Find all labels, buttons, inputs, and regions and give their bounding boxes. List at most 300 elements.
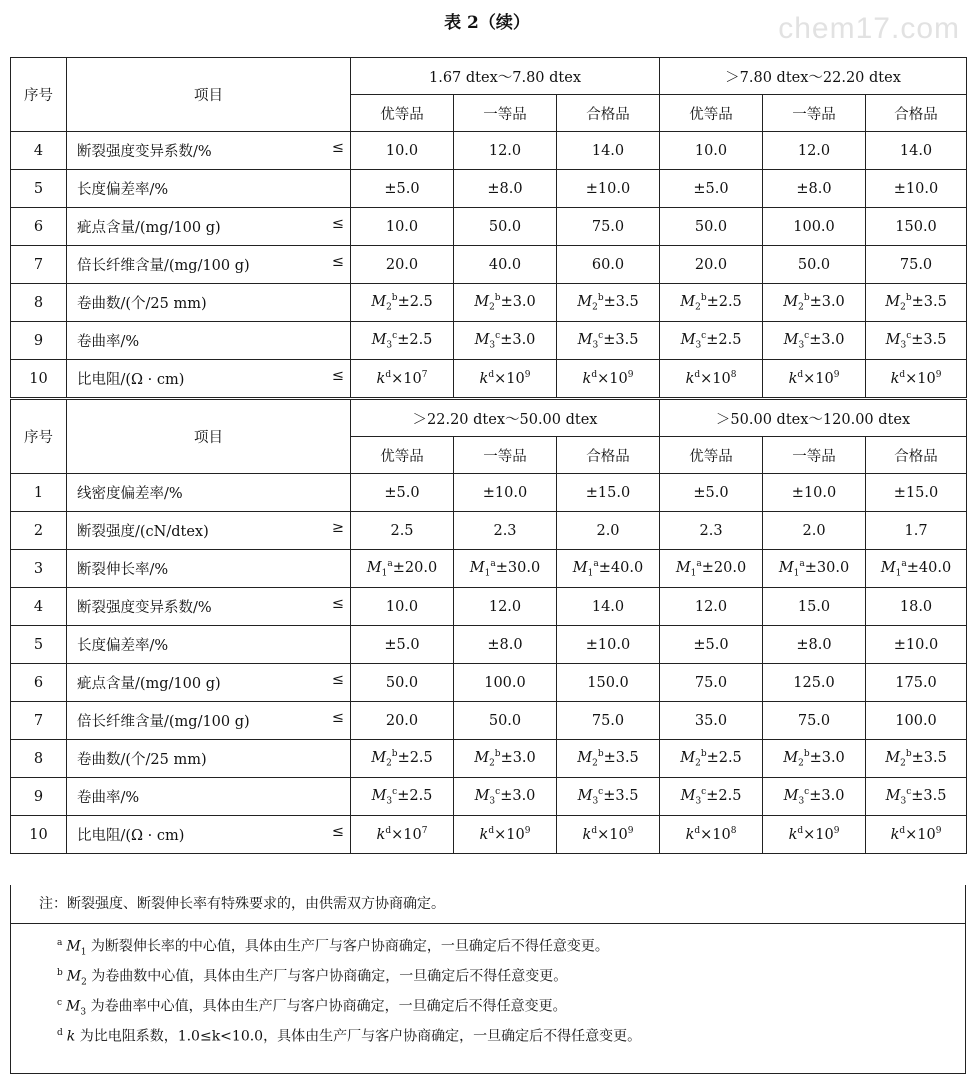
value-cell — [660, 588, 763, 626]
cell-value: ±30.0 — [495, 559, 541, 576]
value-cell — [660, 512, 763, 550]
cell-value: 60.0 — [591, 256, 625, 273]
symbol-m: M — [880, 559, 896, 576]
symbol-sub: 2 — [386, 302, 392, 313]
value-cell — [763, 588, 866, 626]
symbol-sub: 3 — [900, 340, 907, 351]
symbol-sup: b — [597, 748, 604, 759]
footnote-symbol: k — [66, 1028, 76, 1045]
symbol-sup: c — [701, 330, 707, 341]
row-item — [67, 664, 351, 702]
symbol-sup: c — [906, 330, 912, 341]
symbol-m: M — [371, 331, 387, 348]
row-number: 4 — [11, 588, 67, 626]
row-item — [67, 246, 351, 284]
cell-times: ×10 — [803, 370, 834, 387]
symbol-sup: b — [803, 292, 810, 303]
symbol-sup: c — [598, 786, 604, 797]
value-cell — [763, 322, 866, 360]
table-row — [11, 550, 967, 588]
cell-value: ±8.0 — [487, 180, 523, 197]
cell-value: ±2.5 — [397, 331, 433, 348]
symbol-m: M — [885, 331, 901, 348]
cell-value: ±3.0 — [809, 787, 845, 804]
value-cell — [454, 360, 557, 399]
cell-value: ±3.5 — [603, 787, 639, 804]
row-item — [67, 284, 351, 322]
symbol-sub: 2 — [695, 758, 701, 769]
row-number: 9 — [11, 778, 67, 816]
value-cell — [866, 208, 967, 246]
symbol-sup: a — [696, 558, 702, 569]
value-cell — [351, 550, 454, 588]
row-number: 6 — [11, 664, 67, 702]
value-cell — [866, 360, 967, 399]
row-number: 9 — [11, 322, 67, 360]
symbol-sub: 3 — [489, 340, 496, 351]
exponent: 8 — [730, 826, 737, 837]
symbol-k: k — [685, 826, 695, 843]
symbol-sup: b — [597, 292, 604, 303]
symbol-m: M — [469, 559, 485, 576]
symbol-sup: b — [391, 292, 398, 303]
footnotes — [11, 928, 965, 1048]
cell-times: ×10 — [597, 826, 628, 843]
footnote-mark: b — [57, 968, 63, 978]
value-cell — [454, 474, 557, 512]
cell-value: ±3.0 — [500, 749, 536, 766]
row-item — [67, 512, 351, 550]
exponent: 9 — [627, 826, 634, 837]
limit-symbol: ≤ — [331, 140, 344, 156]
cell-value: 75.0 — [797, 712, 831, 729]
cell-value: ±10.0 — [893, 180, 939, 197]
limit-symbol: ≤ — [331, 216, 344, 232]
value-cell — [351, 778, 454, 816]
table-row — [11, 132, 967, 170]
symbol-m: M — [778, 559, 794, 576]
row-item — [67, 132, 351, 170]
cell-value: 50.0 — [385, 674, 419, 691]
cell-times: ×10 — [597, 370, 628, 387]
symbol-m: M — [680, 749, 696, 766]
value-cell — [660, 664, 763, 702]
item-label: 倍长纤维含量/(mg/100 g) — [77, 258, 250, 274]
symbol-k: k — [479, 370, 489, 387]
footnote-mark: c — [57, 998, 63, 1008]
cell-value: ±3.5 — [911, 787, 947, 804]
cell-times: ×10 — [905, 826, 936, 843]
symbol-sub: 3 — [489, 796, 496, 807]
cell-value: 2.0 — [802, 522, 826, 539]
value-cell — [763, 512, 866, 550]
grade-header: 合格品 — [557, 95, 660, 132]
row-number: 10 — [11, 360, 67, 399]
table-row — [11, 322, 967, 360]
symbol-sup: d — [899, 826, 906, 837]
value-cell — [660, 360, 763, 399]
symbol-sub: 1 — [484, 568, 491, 579]
cell-value: ±3.0 — [809, 293, 845, 310]
row-number: 8 — [11, 740, 67, 778]
row-item — [67, 170, 351, 208]
row-number: 7 — [11, 246, 67, 284]
symbol-k: k — [582, 826, 592, 843]
symbol-sup: c — [392, 786, 398, 797]
value-cell — [660, 626, 763, 664]
cell-times: ×10 — [700, 826, 731, 843]
cell-value: ±15.0 — [893, 484, 939, 501]
item-label: 断裂强度变异系数/% — [77, 600, 212, 616]
row-item — [67, 702, 351, 740]
value-cell — [454, 512, 557, 550]
value-cell — [763, 132, 866, 170]
value-cell — [351, 132, 454, 170]
value-cell — [557, 588, 660, 626]
grade-header: 优等品 — [660, 437, 763, 474]
value-cell — [351, 322, 454, 360]
symbol-sub: 2 — [592, 758, 598, 769]
table-row — [11, 626, 967, 664]
grade-header: 优等品 — [351, 95, 454, 132]
symbol-sub: 1 — [381, 568, 388, 579]
row-item — [67, 626, 351, 664]
cell-value: 50.0 — [797, 256, 831, 273]
value-cell — [866, 246, 967, 284]
value-cell — [866, 778, 967, 816]
symbol-m: M — [783, 331, 799, 348]
value-cell — [454, 702, 557, 740]
cell-value: ±5.0 — [693, 636, 729, 653]
symbol-sup: c — [804, 786, 810, 797]
cell-value: 75.0 — [591, 712, 625, 729]
cell-value: ±20.0 — [701, 559, 747, 576]
row-number: 3 — [11, 550, 67, 588]
row-item — [67, 550, 351, 588]
exponent: 9 — [524, 826, 531, 837]
symbol-k: k — [582, 370, 592, 387]
cell-value: 100.0 — [793, 218, 835, 235]
symbol-sup: d — [385, 826, 392, 837]
symbol-m: M — [675, 559, 691, 576]
value-cell — [454, 740, 557, 778]
spec-table — [10, 57, 967, 854]
symbol-m: M — [680, 787, 696, 804]
cell-value: ±2.5 — [706, 749, 742, 766]
symbol-m: M — [371, 293, 387, 310]
footnote — [11, 958, 965, 988]
value-cell — [557, 550, 660, 588]
value-cell — [763, 284, 866, 322]
cell-value: ±5.0 — [384, 180, 420, 197]
limit-symbol: ≤ — [331, 710, 344, 726]
range-header: 1.67 dtex～7.80 dtex — [351, 58, 660, 95]
range-header: ＞50.00 dtex～120.00 dtex — [660, 399, 967, 437]
symbol-sub: 3 — [798, 796, 805, 807]
value-cell — [351, 626, 454, 664]
symbol-sup: a — [387, 558, 393, 569]
cell-value: 10.0 — [694, 142, 728, 159]
exponent: 9 — [833, 370, 840, 381]
value-cell — [454, 132, 557, 170]
value-cell — [660, 474, 763, 512]
symbol-sup: d — [488, 826, 495, 837]
cell-value: 50.0 — [488, 218, 522, 235]
symbol-m: M — [885, 787, 901, 804]
value-cell — [454, 816, 557, 854]
item-label: 断裂强度变异系数/% — [77, 144, 212, 160]
symbol-sub: 2 — [489, 758, 495, 769]
watermark: chem17.com — [778, 12, 960, 45]
cell-value: ±15.0 — [585, 484, 631, 501]
row-item — [67, 322, 351, 360]
symbol-sup: d — [797, 370, 804, 381]
value-cell — [351, 246, 454, 284]
table-row — [11, 512, 967, 550]
grade-header: 优等品 — [351, 437, 454, 474]
table-row — [11, 284, 967, 322]
value-cell — [351, 702, 454, 740]
symbol-sup: b — [803, 748, 810, 759]
item-label: 长度偏差率/% — [77, 182, 169, 198]
symbol-sup: d — [899, 370, 906, 381]
cell-value: 14.0 — [591, 142, 625, 159]
cell-value: 14.0 — [591, 598, 625, 615]
symbol-sub: 2 — [386, 758, 392, 769]
cell-value: 12.0 — [488, 142, 522, 159]
cell-value: ±3.5 — [603, 749, 639, 766]
cell-value: ±10.0 — [585, 636, 631, 653]
value-cell — [557, 512, 660, 550]
symbol-m: M — [577, 787, 593, 804]
cell-value: 20.0 — [385, 256, 419, 273]
footnote-symbol: M — [66, 998, 81, 1015]
symbol-m: M — [885, 749, 901, 766]
value-cell — [351, 664, 454, 702]
row-item — [67, 208, 351, 246]
value-cell — [763, 170, 866, 208]
symbol-m: M — [366, 559, 382, 576]
symbol-sub: 3 — [386, 340, 393, 351]
symbol-sub: 2 — [798, 758, 804, 769]
table-row — [11, 702, 967, 740]
symbol-sub: 2 — [900, 758, 906, 769]
value-cell — [660, 550, 763, 588]
cell-value: ±20.0 — [392, 559, 438, 576]
value-cell — [660, 284, 763, 322]
value-cell — [660, 170, 763, 208]
item-label: 卷曲数/(个/25 mm) — [77, 752, 207, 768]
cell-value: ±40.0 — [598, 559, 644, 576]
value-cell — [866, 322, 967, 360]
value-cell — [351, 740, 454, 778]
value-cell — [557, 360, 660, 399]
symbol-m: M — [474, 293, 490, 310]
symbol-sub: 3 — [695, 796, 702, 807]
symbol-sub: 3 — [386, 796, 393, 807]
table-row — [11, 208, 967, 246]
cell-value: 12.0 — [488, 598, 522, 615]
value-cell — [866, 550, 967, 588]
grade-header: 一等品 — [454, 95, 557, 132]
cell-value: 50.0 — [694, 218, 728, 235]
table-row — [11, 740, 967, 778]
cell-value: 2.3 — [699, 522, 723, 539]
limit-symbol: ≤ — [331, 368, 344, 384]
symbol-sub: 3 — [592, 796, 599, 807]
value-cell — [557, 740, 660, 778]
cell-value: 2.5 — [390, 522, 414, 539]
footnote-mark: d — [57, 1028, 63, 1038]
value-cell — [351, 208, 454, 246]
cell-value: 150.0 — [895, 218, 937, 235]
cell-value: 12.0 — [694, 598, 728, 615]
symbol-m: M — [783, 749, 799, 766]
footnote — [11, 928, 965, 958]
cell-value: 50.0 — [488, 712, 522, 729]
symbol-k: k — [685, 370, 695, 387]
symbol-sub: 2 — [798, 302, 804, 313]
cell-value: 10.0 — [385, 598, 419, 615]
cell-value: 14.0 — [899, 142, 933, 159]
symbol-sub: 3 — [695, 340, 702, 351]
value-cell — [557, 132, 660, 170]
item-label: 长度偏差率/% — [77, 638, 169, 654]
cell-value: ±5.0 — [693, 484, 729, 501]
grade-header: 一等品 — [454, 437, 557, 474]
cell-value: ±2.5 — [706, 293, 742, 310]
value-cell — [557, 170, 660, 208]
cell-value: 100.0 — [484, 674, 526, 691]
value-cell — [660, 322, 763, 360]
cell-value: ±5.0 — [693, 180, 729, 197]
footnote — [11, 988, 965, 1018]
value-cell — [454, 778, 557, 816]
symbol-k: k — [788, 370, 798, 387]
limit-symbol: ≤ — [331, 824, 344, 840]
cell-value: 35.0 — [694, 712, 728, 729]
cell-value: ±3.0 — [500, 293, 536, 310]
symbol-sup: c — [495, 786, 501, 797]
value-cell — [454, 284, 557, 322]
row-item — [67, 778, 351, 816]
value-cell — [763, 664, 866, 702]
value-cell — [557, 702, 660, 740]
value-cell — [763, 702, 866, 740]
cell-value: ±3.5 — [603, 293, 639, 310]
cell-value: ±10.0 — [482, 484, 528, 501]
row-number: 7 — [11, 702, 67, 740]
item-label: 卷曲率/% — [77, 790, 140, 806]
value-cell — [557, 246, 660, 284]
symbol-sup: d — [694, 370, 701, 381]
value-cell — [454, 664, 557, 702]
cell-value: 1.7 — [904, 522, 928, 539]
value-cell — [557, 664, 660, 702]
symbol-m: M — [680, 293, 696, 310]
value-cell — [660, 778, 763, 816]
value-cell — [454, 170, 557, 208]
symbol-sup: a — [799, 558, 805, 569]
value-cell — [557, 284, 660, 322]
value-cell — [454, 208, 557, 246]
item-label: 断裂强度/(cN/dtex) — [77, 524, 209, 540]
row-number: 4 — [11, 132, 67, 170]
cell-times: ×10 — [905, 370, 936, 387]
symbol-sub: 3 — [798, 340, 805, 351]
cell-value: ±2.5 — [397, 749, 433, 766]
cell-times: ×10 — [494, 826, 525, 843]
symbol-sub: 3 — [592, 340, 599, 351]
table-row — [11, 816, 967, 854]
section1-header-row — [11, 58, 967, 95]
value-cell — [763, 208, 866, 246]
cell-value: ±2.5 — [706, 331, 742, 348]
item-label: 比电阻/(Ω · cm) — [77, 828, 185, 844]
value-cell — [763, 246, 866, 284]
value-cell — [351, 284, 454, 322]
item-header: 项目 — [67, 399, 351, 474]
symbol-sup: b — [700, 292, 707, 303]
grade-header: 一等品 — [763, 95, 866, 132]
item-header: 项目 — [67, 58, 351, 132]
exponent: 9 — [524, 370, 531, 381]
cell-value: ±10.0 — [791, 484, 837, 501]
range-header: ＞22.20 dtex～50.00 dtex — [351, 399, 660, 437]
symbol-sup: a — [490, 558, 496, 569]
value-cell — [866, 170, 967, 208]
row-number: 10 — [11, 816, 67, 854]
table-row — [11, 474, 967, 512]
cell-value: 2.0 — [596, 522, 620, 539]
value-cell — [454, 322, 557, 360]
symbol-sup: d — [694, 826, 701, 837]
cell-value: 20.0 — [385, 712, 419, 729]
value-cell — [557, 474, 660, 512]
symbol-sub: 2 — [592, 302, 598, 313]
cell-value: ±3.0 — [809, 749, 845, 766]
cell-value: ±2.5 — [706, 787, 742, 804]
item-label: 卷曲率/% — [77, 334, 140, 350]
footnote-text: 为断裂伸长率的中心值，具体由生产厂与客户协商确定，一旦确定后不得任意变更。 — [86, 938, 609, 955]
item-label: 疵点含量/(mg/100 g) — [77, 676, 221, 692]
symbol-m: M — [371, 749, 387, 766]
table-row — [11, 360, 967, 399]
grade-header: 合格品 — [866, 437, 967, 474]
footnote — [11, 1018, 965, 1048]
cell-value: 10.0 — [385, 142, 419, 159]
cell-value: 75.0 — [591, 218, 625, 235]
value-cell — [660, 132, 763, 170]
symbol-sup: d — [385, 370, 392, 381]
footnote-text: 为卷曲数中心值，具体由生产厂与客户协商确定，一旦确定后不得任意变更。 — [86, 968, 568, 985]
cell-value: ±3.0 — [809, 331, 845, 348]
symbol-sub: 2 — [900, 302, 906, 313]
value-cell — [660, 740, 763, 778]
cell-value: 12.0 — [797, 142, 831, 159]
cell-value: 10.0 — [385, 218, 419, 235]
cell-value: ±10.0 — [893, 636, 939, 653]
symbol-sup: d — [591, 826, 598, 837]
cell-times: ×10 — [700, 370, 731, 387]
limit-symbol: ≤ — [331, 672, 344, 688]
symbol-sup: c — [392, 330, 398, 341]
symbol-k: k — [479, 826, 489, 843]
cell-value: 75.0 — [694, 674, 728, 691]
item-label: 线密度偏差率/% — [77, 486, 183, 502]
symbol-m: M — [474, 331, 490, 348]
value-cell — [557, 626, 660, 664]
